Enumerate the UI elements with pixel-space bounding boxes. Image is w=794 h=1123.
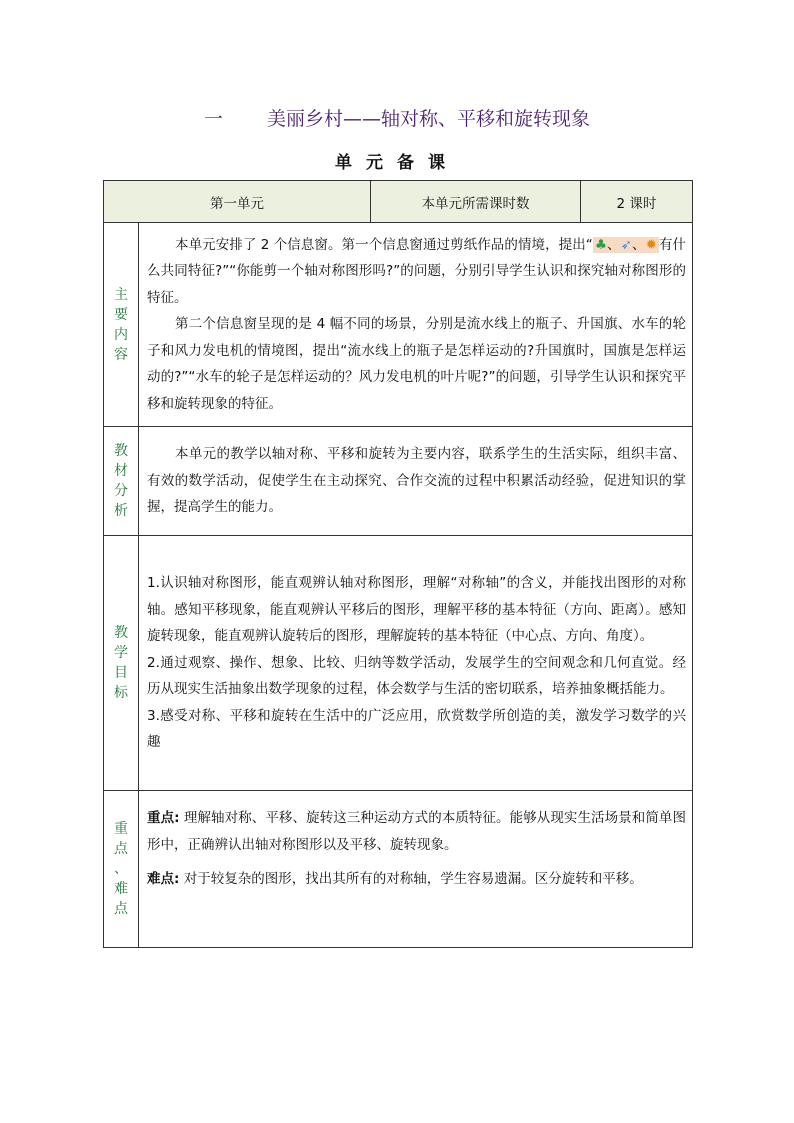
sun-icon: ✹ [645, 236, 657, 253]
header-row [104, 181, 693, 223]
hours-label: 本单元所需课时数 [371, 181, 581, 223]
unit-plan-table [103, 180, 693, 948]
row-label: 教 学 目 标 [104, 536, 139, 791]
subtitle: 单元备课 [335, 153, 459, 173]
hours-value: 2 课时 [581, 181, 693, 223]
row-teaching-goals: 教 学 目 标 1.认识轴对称图形，能直观辨认轴对称图形，理解“对称轴”的含义，并能找出图形的对称轴。感知平移现象，能直观辨认平移后的图形，理解平移的基本特征（方向、距离）。感知旋转现象，能直观辨认旋转后的图形，理解旋转的基本特征（中心点、方向、角度）。 2.通过观察、操作、想象、比较、归纳等数学活动，发展学生的空间观念和几何直觉。经历从现实生活抽象出数学现象的过程，体会数学与生活的密切联系，培养抽象概括能力。 3.感受对称、平移和旋转在生活中的广泛应用，欣赏数学所创造的美，激发学习数学的兴趣 [104, 536, 693, 791]
row-label: 教 材 分 析 [104, 427, 139, 536]
row-label: 主 要 内 容 [104, 223, 139, 427]
row-material-analysis: 教 材 分 析 本单元的教学以轴对称、平移和旋转为主要内容，联系学生的生活实际，组织丰富、有效的数学活动，促使学生在主动探究、合作交流的过程中积累活动经验，促进知识的掌握，提高学生的能力。 [104, 427, 693, 536]
row-key-difficult: 重 点 、 难 点 重点: 理解轴对称、平移、旋转这三种运动方式的本质特征。能够从现实生活场景和简单图形中，正确辨认出轴对称图形以及平移、旋转现象。 难点: 对于较复杂的图形，找出其所有的对称轴，学生容易遗漏。区分旋转和平移。 [104, 791, 693, 948]
row-main-content: 主 要 内 容 本单元安排了 2 个信息窗。第一个信息窗通过剪纸作品的情境，提出“ ♣、➶、✹ 有什么共同特征?”“你能剪一个轴对称图形吗?”的问题，分别引导学生认识和探究轴对称图形的特征。 第二个信息窗呈现的是 4 幅不同的场景，分别是流水线上的瓶子、升国旗、水车的轮子和风力发电机的情境图，提出“流水线上的瓶子是怎样运动的?升国旗时，国旗是怎样运动的?”“水车的轮子是怎样运动的？风力发电机的叶片呢?”的问题，引导学生认识和探究平移和旋转现象的特征。 [104, 223, 693, 427]
bird-icon: ➶ [620, 236, 632, 253]
unit-name: 第一单元 [104, 181, 371, 223]
chapter-title: 一 美丽乡村——轴对称、平移和旋转现象 [203, 108, 591, 130]
row-label: 重 点 、 难 点 [104, 791, 139, 948]
tree-icon: ♣ [594, 236, 608, 253]
